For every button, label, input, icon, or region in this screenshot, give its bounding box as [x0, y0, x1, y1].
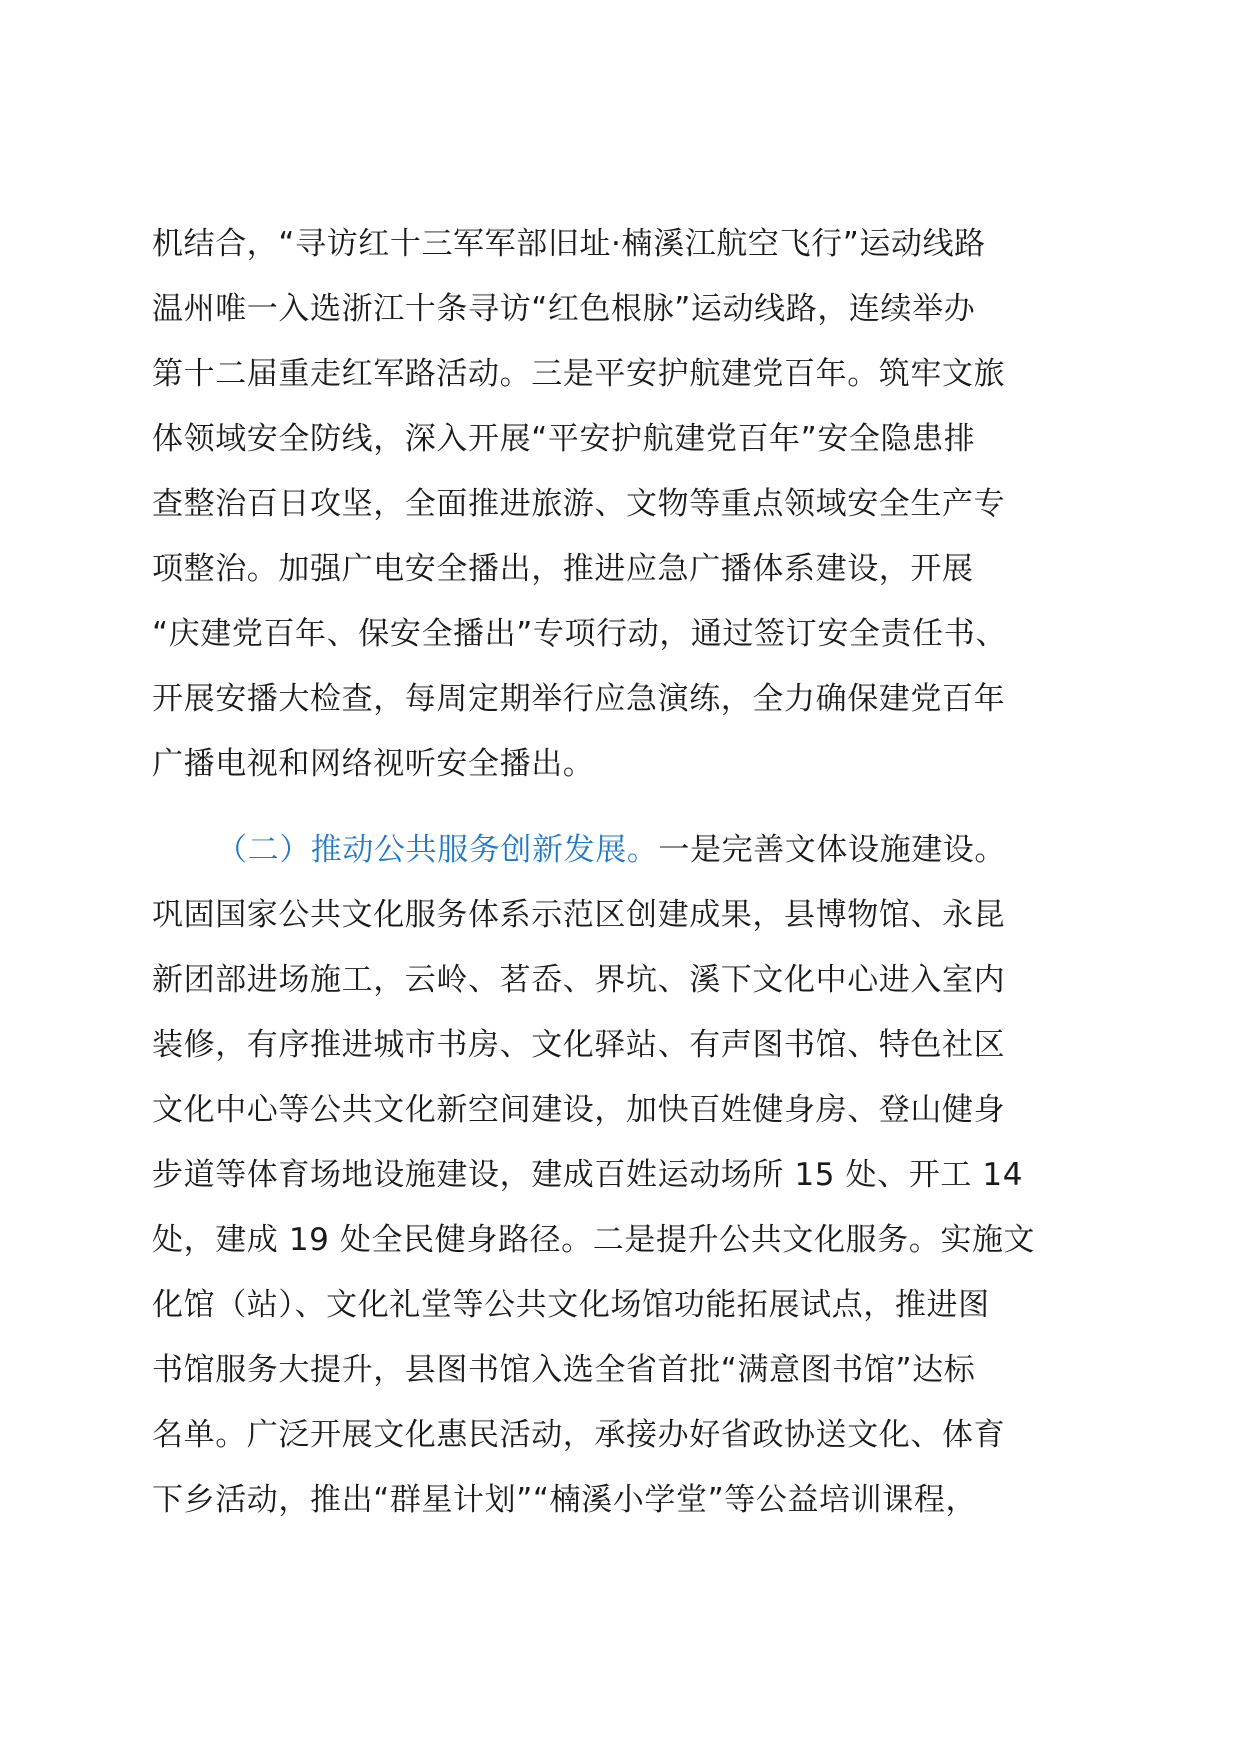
- text-line: 查整治百日攻坚，全面推进旅游、文物等重点领域安全生产专: [152, 486, 1006, 522]
- text-line: 温州唯一入选浙江十条寻访“红色根脉”运动线路，连续举办: [152, 291, 976, 327]
- text-line: “庆建党百年、保安全播出”专项行动，通过签订安全责任书、: [152, 616, 1007, 652]
- text-line: 书馆服务大提升，县图书馆入选全省首批“满意图书馆”达标: [152, 1352, 976, 1388]
- text-line: 机结合，“寻访红十三军军部旧址·楠溪江航空飞行”运动线路: [152, 226, 986, 262]
- text-line: 名单。广泛开展文化惠民活动，承接办好省政协送文化、体育: [152, 1417, 1006, 1453]
- text-line: 新团部进场施工，云岭、茗岙、界坑、溪下文化中心进入室内: [152, 962, 1006, 998]
- section-heading-continuation: 一是完善文体设施建设。: [658, 832, 1007, 868]
- text-line: 项整治。加强广电安全播出，推进应急广播体系建设，开展: [152, 551, 974, 587]
- text-line: 广播电视和网络视听安全播出。: [152, 746, 595, 782]
- text-line: 装修，有序推进城市书房、文化驿站、有声图书馆、特色社区: [152, 1027, 1006, 1063]
- paragraph-continuation: [152, 212, 1097, 797]
- text-line: 下乡活动，推出“群星计划”“楠溪小学堂”等公益培训课程，: [152, 1482, 978, 1518]
- text-line: 巩固国家公共文化服务体系示范区创建成果，县博物馆、永昆: [152, 897, 1006, 933]
- section-first-line: [152, 818, 1097, 883]
- text-line: 步道等体育场地设施建设，建成百姓运动场所 15 处、开工 14: [152, 1157, 1024, 1193]
- text-line: 体领域安全防线，深入开展“平安护航建党百年”安全隐患排: [152, 421, 976, 457]
- text-line: 文化中心等公共文化新空间建设，加快百姓健身房、登山健身: [152, 1092, 1006, 1128]
- section-paragraph: [152, 818, 1097, 1533]
- section-heading: （二）推动公共服务创新发展。: [216, 832, 659, 868]
- text-line: 开展安播大检查，每周定期举行应急演练，全力确保建党百年: [152, 681, 1006, 717]
- text-line: 处，建成 19 处全民健身路径。二是提升公共文化服务。实施文: [152, 1222, 1036, 1258]
- text-line: 化馆（站）、文化礼堂等公共文化场馆功能拓展试点，推进图: [152, 1287, 990, 1323]
- text-line: 第十二届重走红军路活动。三是平安护航建党百年。筑牢文旅: [152, 356, 1006, 392]
